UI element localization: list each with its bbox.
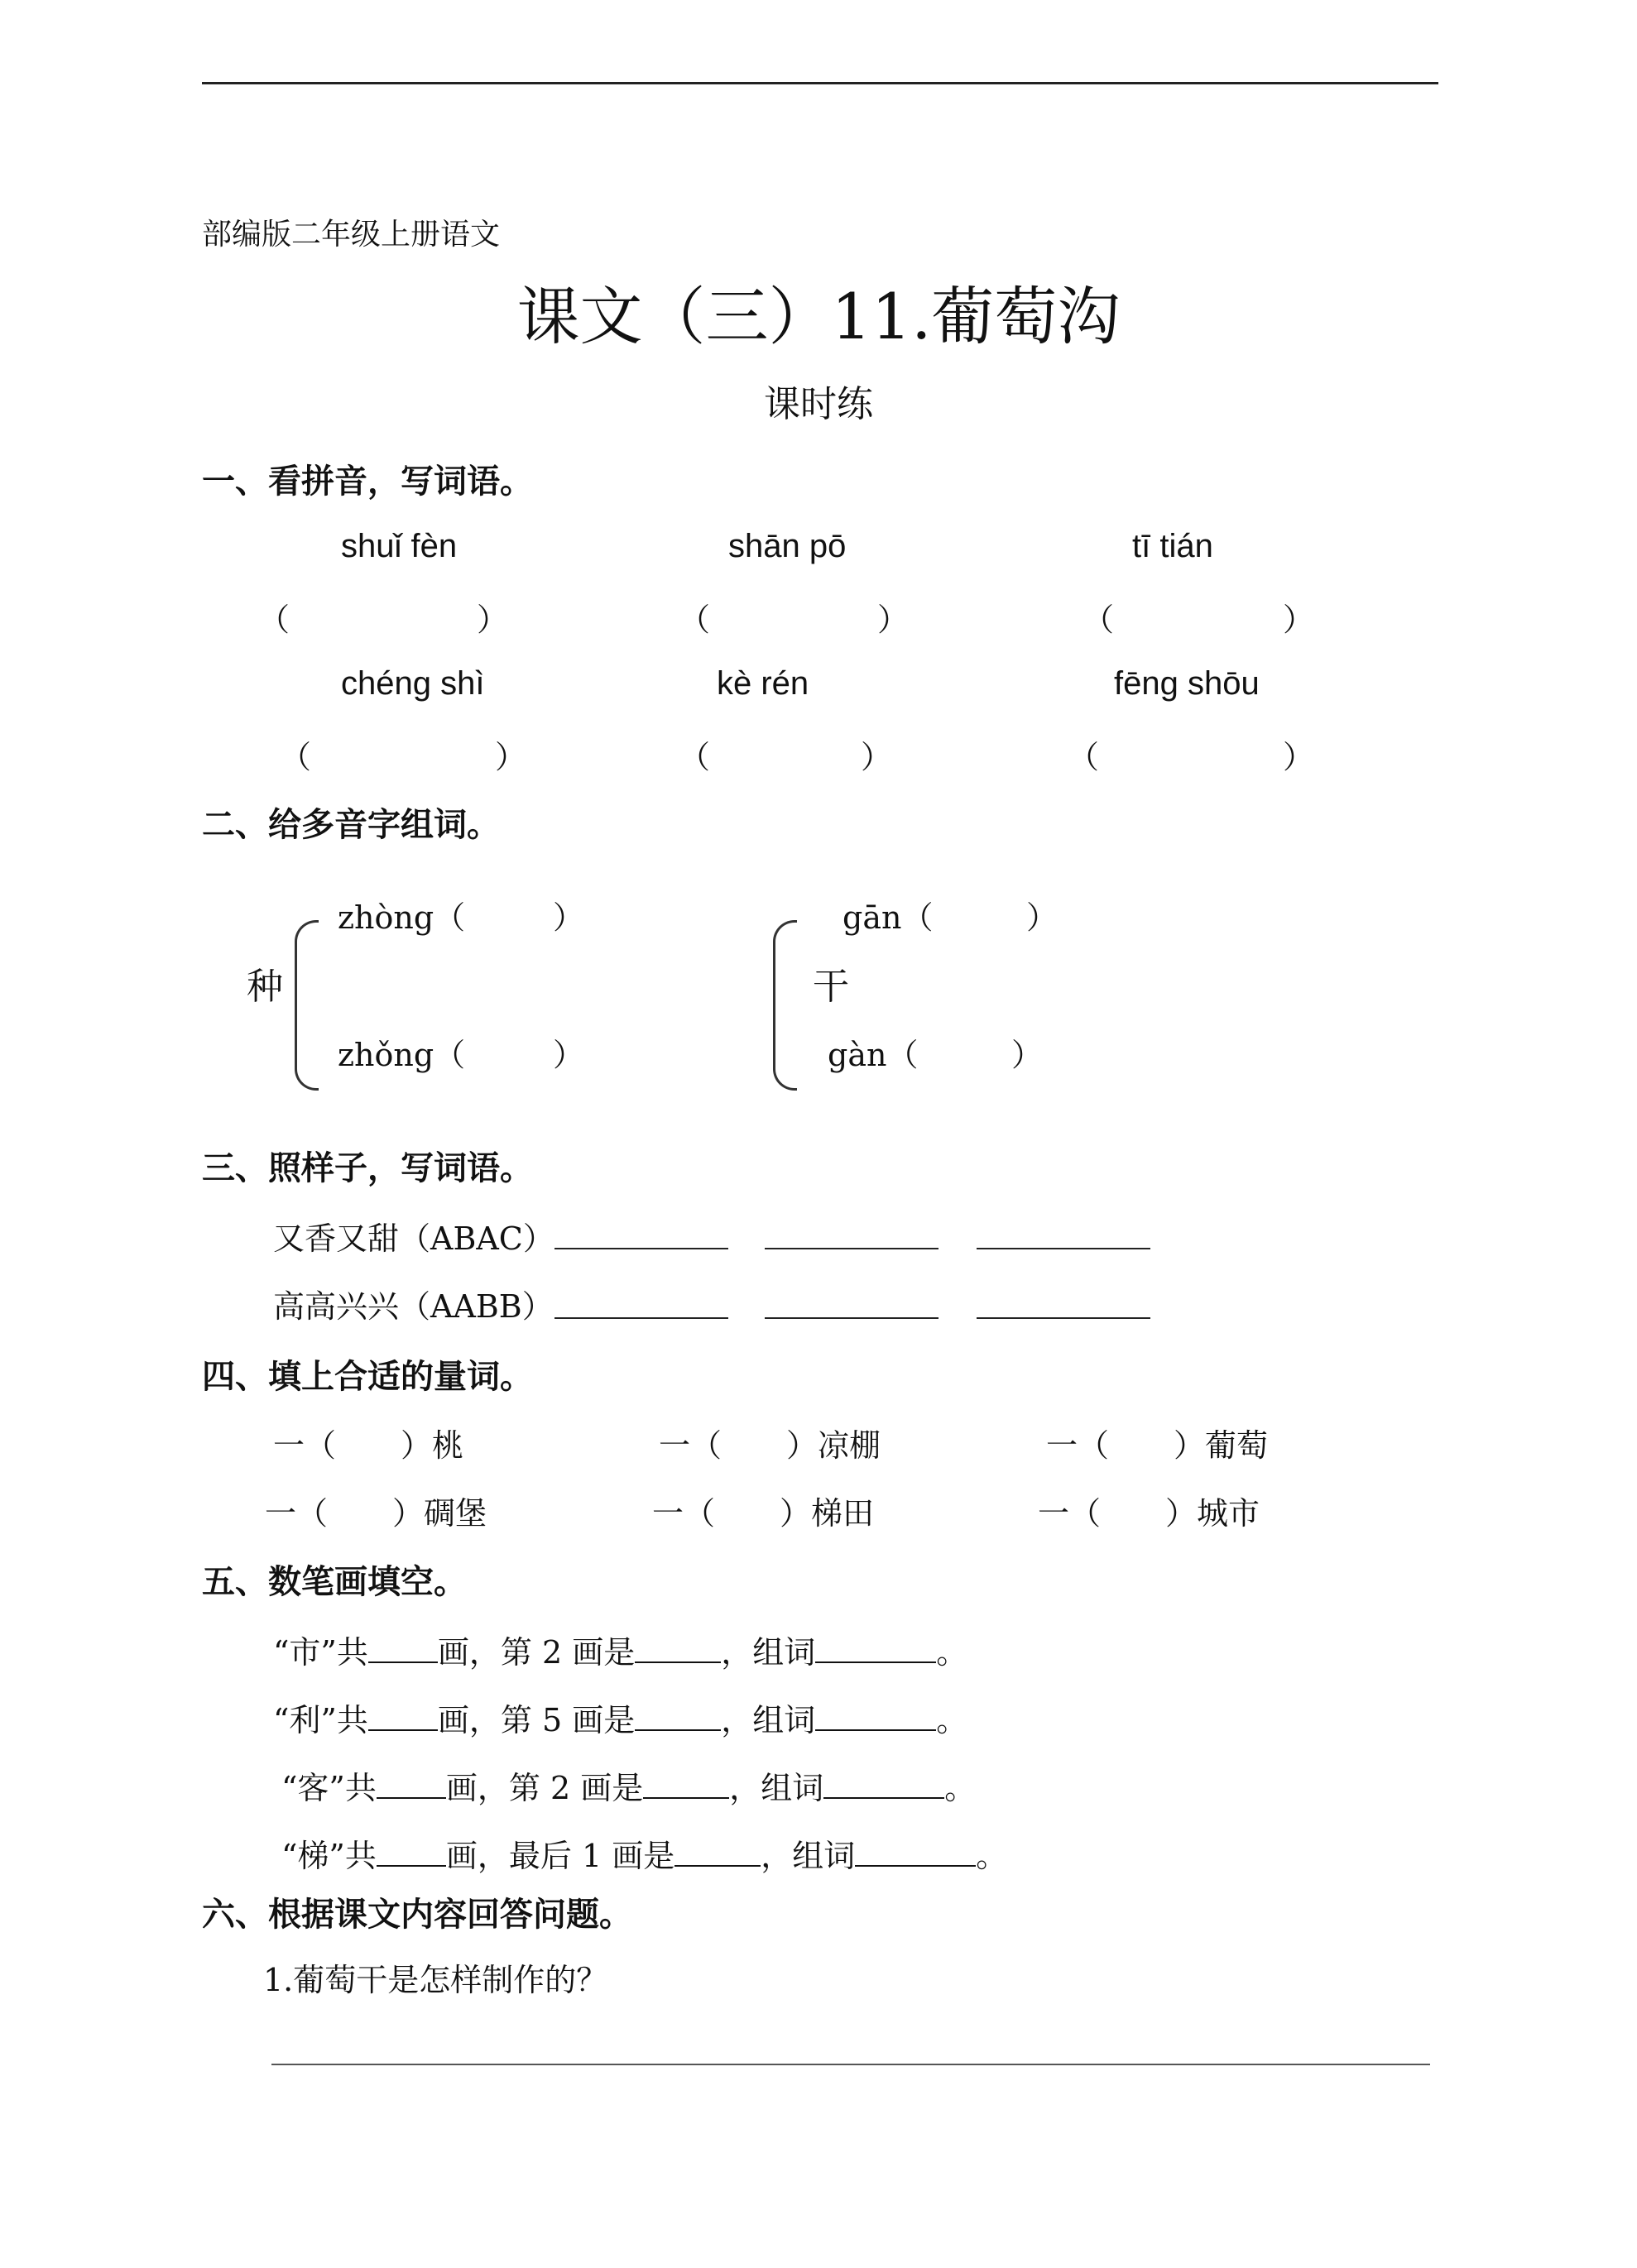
section-6-heading: 六、根据课文内容回答问题。 (202, 1896, 632, 1934)
stroke-char: “市”共 (273, 1634, 368, 1671)
measure-prefix: 一（ (1038, 1495, 1102, 1532)
answer-line[interactable] (271, 2064, 1430, 2065)
blank-abac-1[interactable] (554, 1248, 728, 1249)
stroke-count-blank[interactable] (368, 1701, 438, 1731)
stroke-blank[interactable] (643, 1769, 729, 1799)
answer-paren-6-open[interactable]: （ (1068, 739, 1100, 775)
section-1-heading: 一、看拼音，写词语。 (202, 463, 533, 501)
stroke-blank[interactable] (674, 1837, 761, 1867)
stroke-mid: 画，第 2 画是 (437, 1634, 636, 1671)
pattern-row-aabb: 高高兴兴（AABB） (273, 1288, 554, 1325)
word-blank[interactable] (823, 1769, 944, 1799)
stroke-row-1 (273, 1627, 967, 1672)
stroke-count-blank[interactable] (368, 1633, 438, 1663)
brace-2 (773, 920, 797, 1091)
blank-aabb-3[interactable] (977, 1317, 1150, 1319)
subtitle: 部编版二年级上册语文 (202, 218, 501, 252)
reading-zhong3-close: ） (553, 1037, 585, 1073)
blank-aabb-2[interactable] (765, 1317, 939, 1319)
word-blank[interactable] (815, 1633, 936, 1663)
section-2-heading: 二、给多音字组词。 (202, 806, 500, 844)
reading-zhong4-paren-open[interactable]: （ (434, 899, 466, 936)
measure-noun: 桃 (432, 1427, 464, 1464)
measure-prefix: 一（ (1046, 1427, 1110, 1464)
answer-paren-1-open[interactable]: （ (258, 602, 290, 638)
pinyin-5: kè rén (717, 665, 809, 702)
reading-zhong4-pinyin: zhòng (338, 899, 434, 936)
measure-close: ） (1165, 1495, 1198, 1532)
measure-close: ） (1174, 1427, 1206, 1464)
stroke-tail: ，组词 (721, 1702, 816, 1738)
measure-noun: 城市 (1197, 1495, 1260, 1532)
stroke-blank[interactable] (635, 1701, 721, 1731)
measure-word-item-3[interactable] (1046, 1420, 1268, 1465)
measure-noun: 葡萄 (1205, 1427, 1269, 1464)
polyphone-char-2: 干 (813, 966, 849, 1008)
reading-zhong3-paren-open[interactable]: （ (434, 1037, 466, 1073)
measure-close: ） (401, 1427, 433, 1464)
measure-close: ） (780, 1495, 812, 1532)
reading-gan4-paren-open[interactable]: （ (886, 1037, 919, 1073)
lesson-label: 课时练 (764, 383, 873, 425)
stroke-tail: ，组词 (721, 1634, 816, 1671)
pinyin-4: chéng shì (341, 665, 485, 702)
stroke-count-blank[interactable] (377, 1837, 446, 1867)
measure-word-item-5[interactable] (652, 1488, 874, 1533)
blank-abac-2[interactable] (765, 1248, 939, 1249)
word-blank[interactable] (855, 1837, 976, 1867)
blank-aabb-1[interactable] (554, 1317, 728, 1319)
stroke-mid: 画，最后 1 画是 (445, 1838, 675, 1874)
stroke-mid: 画，第 2 画是 (445, 1770, 644, 1806)
answer-paren-6-close: ） (1283, 739, 1315, 775)
measure-prefix: 一（ (659, 1427, 722, 1464)
measure-prefix: 一（ (265, 1495, 329, 1532)
pinyin-1: shuǐ fèn (341, 528, 458, 564)
answer-paren-5-close: ） (861, 739, 893, 775)
polyphone-char-1: 种 (247, 966, 283, 1008)
answer-paren-1-close: ） (477, 602, 509, 638)
stroke-char: “客”共 (281, 1770, 377, 1806)
stroke-row-3 (281, 1762, 976, 1808)
stroke-count-blank[interactable] (377, 1769, 446, 1799)
pattern-row-abac: 又香又甜（ABAC） (273, 1220, 554, 1257)
stroke-mid: 画，第 5 画是 (437, 1702, 636, 1738)
stroke-tail: ，组词 (729, 1770, 824, 1806)
reading-zhong4-close: ） (553, 899, 585, 936)
question-1: 1.葡萄干是怎样制作的？ (263, 1962, 608, 1998)
top-rule (202, 82, 1438, 84)
stroke-end: 。 (976, 1838, 1008, 1874)
stroke-char: “梯”共 (281, 1838, 377, 1874)
answer-paren-3-close: ） (1283, 602, 1315, 638)
reading-gan4 (828, 1029, 918, 1075)
pinyin-2: shān pō (728, 528, 847, 564)
reading-gan1 (843, 892, 933, 937)
answer-paren-3-open[interactable]: （ (1083, 602, 1115, 638)
measure-close: ） (786, 1427, 818, 1464)
answer-paren-5-open[interactable]: （ (679, 739, 711, 775)
measure-close: ） (392, 1495, 425, 1532)
brace-1 (295, 920, 319, 1091)
pinyin-6: fēng shōu (1114, 665, 1260, 702)
stroke-blank[interactable] (635, 1633, 721, 1663)
stroke-end: 。 (936, 1702, 968, 1738)
measure-word-item-6[interactable] (1038, 1488, 1260, 1533)
reading-gan4-close: ） (1011, 1037, 1044, 1073)
measure-noun: 梯田 (811, 1495, 875, 1532)
measure-word-item-2[interactable] (659, 1420, 881, 1465)
reading-gan1-close: ） (1026, 899, 1059, 936)
reading-zhong3 (338, 1029, 465, 1075)
reading-zhong3-pinyin: zhǒng (338, 1037, 434, 1073)
reading-gan1-pinyin: gān (843, 899, 902, 936)
stroke-row-2 (273, 1695, 967, 1740)
pinyin-3: tī tián (1132, 528, 1213, 564)
word-blank[interactable] (815, 1701, 936, 1731)
measure-word-item-1[interactable] (273, 1420, 463, 1465)
measure-word-item-4[interactable] (265, 1488, 487, 1533)
answer-paren-2-close: ） (877, 602, 910, 638)
measure-noun: 凉棚 (818, 1427, 881, 1464)
measure-noun: 碉堡 (424, 1495, 487, 1532)
stroke-end: 。 (936, 1634, 968, 1671)
reading-gan1-paren-open[interactable]: （ (901, 899, 934, 936)
reading-zhong4 (338, 892, 465, 937)
stroke-char: “利”共 (273, 1702, 368, 1738)
answer-paren-4-close: ） (495, 739, 527, 775)
section-4-heading: 四、填上合适的量词。 (202, 1358, 533, 1396)
section-3-heading: 三、照样子，写词语。 (202, 1149, 533, 1187)
measure-prefix: 一（ (273, 1427, 337, 1464)
page-title: 课文（三）11.葡萄沟 (516, 280, 1121, 353)
measure-prefix: 一（ (652, 1495, 716, 1532)
stroke-row-4 (281, 1830, 1007, 1876)
section-5-heading: 五、数笔画填空。 (202, 1563, 467, 1601)
answer-paren-2-open[interactable]: （ (679, 602, 711, 638)
stroke-end: 。 (944, 1770, 977, 1806)
answer-paren-4-open[interactable]: （ (280, 739, 312, 775)
reading-gan4-pinyin: gàn (828, 1037, 887, 1073)
blank-abac-3[interactable] (977, 1248, 1150, 1249)
stroke-tail: ，组词 (761, 1838, 856, 1874)
